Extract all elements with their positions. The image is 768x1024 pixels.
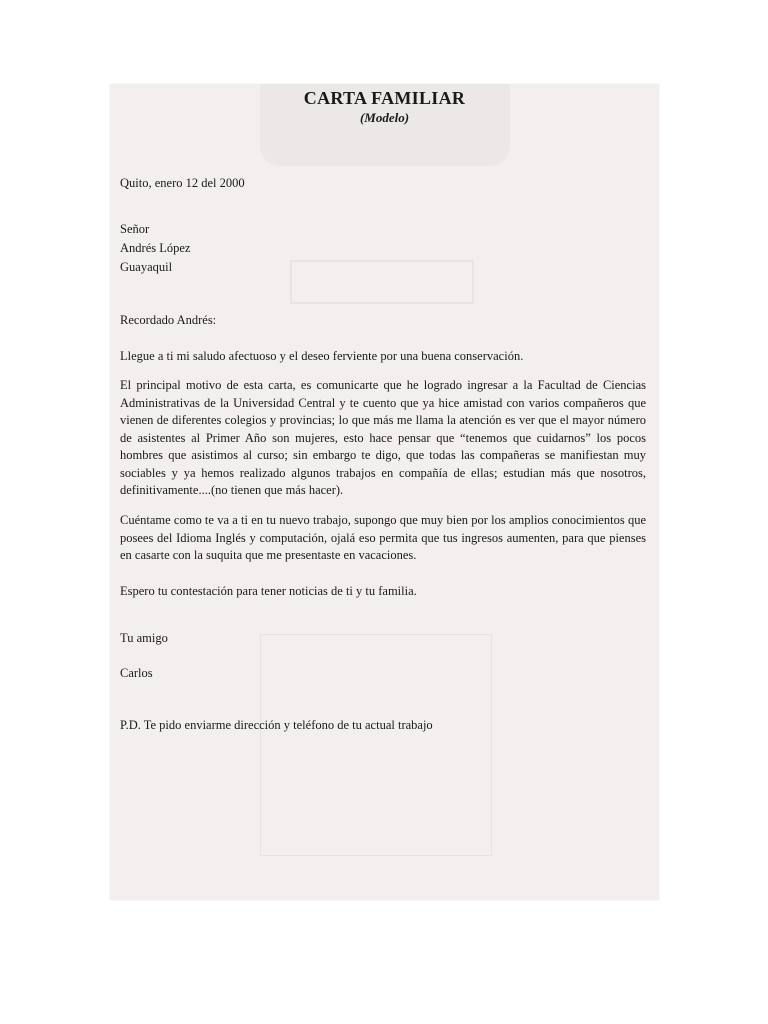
scanned-page — [110, 84, 659, 900]
recipient-title: Señor — [120, 222, 150, 236]
letter-date: Quito, enero 12 del 2000 — [120, 176, 245, 190]
letter-title: CARTA FAMILIAR — [303, 88, 466, 108]
letter-subtitle: (Modelo) — [359, 110, 410, 125]
recipient-city: Guayaquil — [120, 260, 173, 274]
letter-paragraph: Cuéntame como te va a ti en tu nuevo trabajo, supongo que muy bien por los amplios conocimientos que posees del Idioma Inglés y computación, ojalá eso permita que tus ingresos aumenten, para que pienses en casarte con la suquita que me presentaste en vacaciones. — [120, 513, 646, 562]
letter-closing: Tu amigo — [120, 631, 168, 645]
letter-paragraph: Llegue a ti mi saludo afectuoso y el deseo ferviente por una buena conservación. — [120, 349, 524, 363]
letter-signature: Carlos — [120, 666, 153, 680]
show-through-shape — [290, 260, 474, 304]
recipient-name: Andrés López — [120, 241, 191, 255]
letter-paragraph: El principal motivo de esta carta, es comunicarte que he logrado ingresar a la Facultad de Ciencias Administrativas de la Universidad Central y te cuento que ya hice amistad con varios compañeros que vienen de diferentes colegios y provincias; lo que más me llama la atención es ver que el mayor número de asistentes al Primer Año son mujeres, esto hace pensar que “tenemos que cuidarnos” los pocos hombres que asistimos al curso; sin embargo te digo, que todas las compañeras se manifiestan muy sociables y ya hemos realizado algunos trabajos en compañía de ellas; estudian más que nosotros, definitivamente....(no tienen que más hacer). — [120, 378, 646, 497]
show-through-shape — [260, 634, 492, 856]
letter-greeting: Recordado Andrés: — [120, 313, 217, 327]
letter-paragraph: Espero tu contestación para tener noticias de ti y tu familia. — [120, 584, 417, 598]
letter-postscript: P.D. Te pido enviarme dirección y teléfono de tu actual trabajo — [120, 718, 433, 732]
